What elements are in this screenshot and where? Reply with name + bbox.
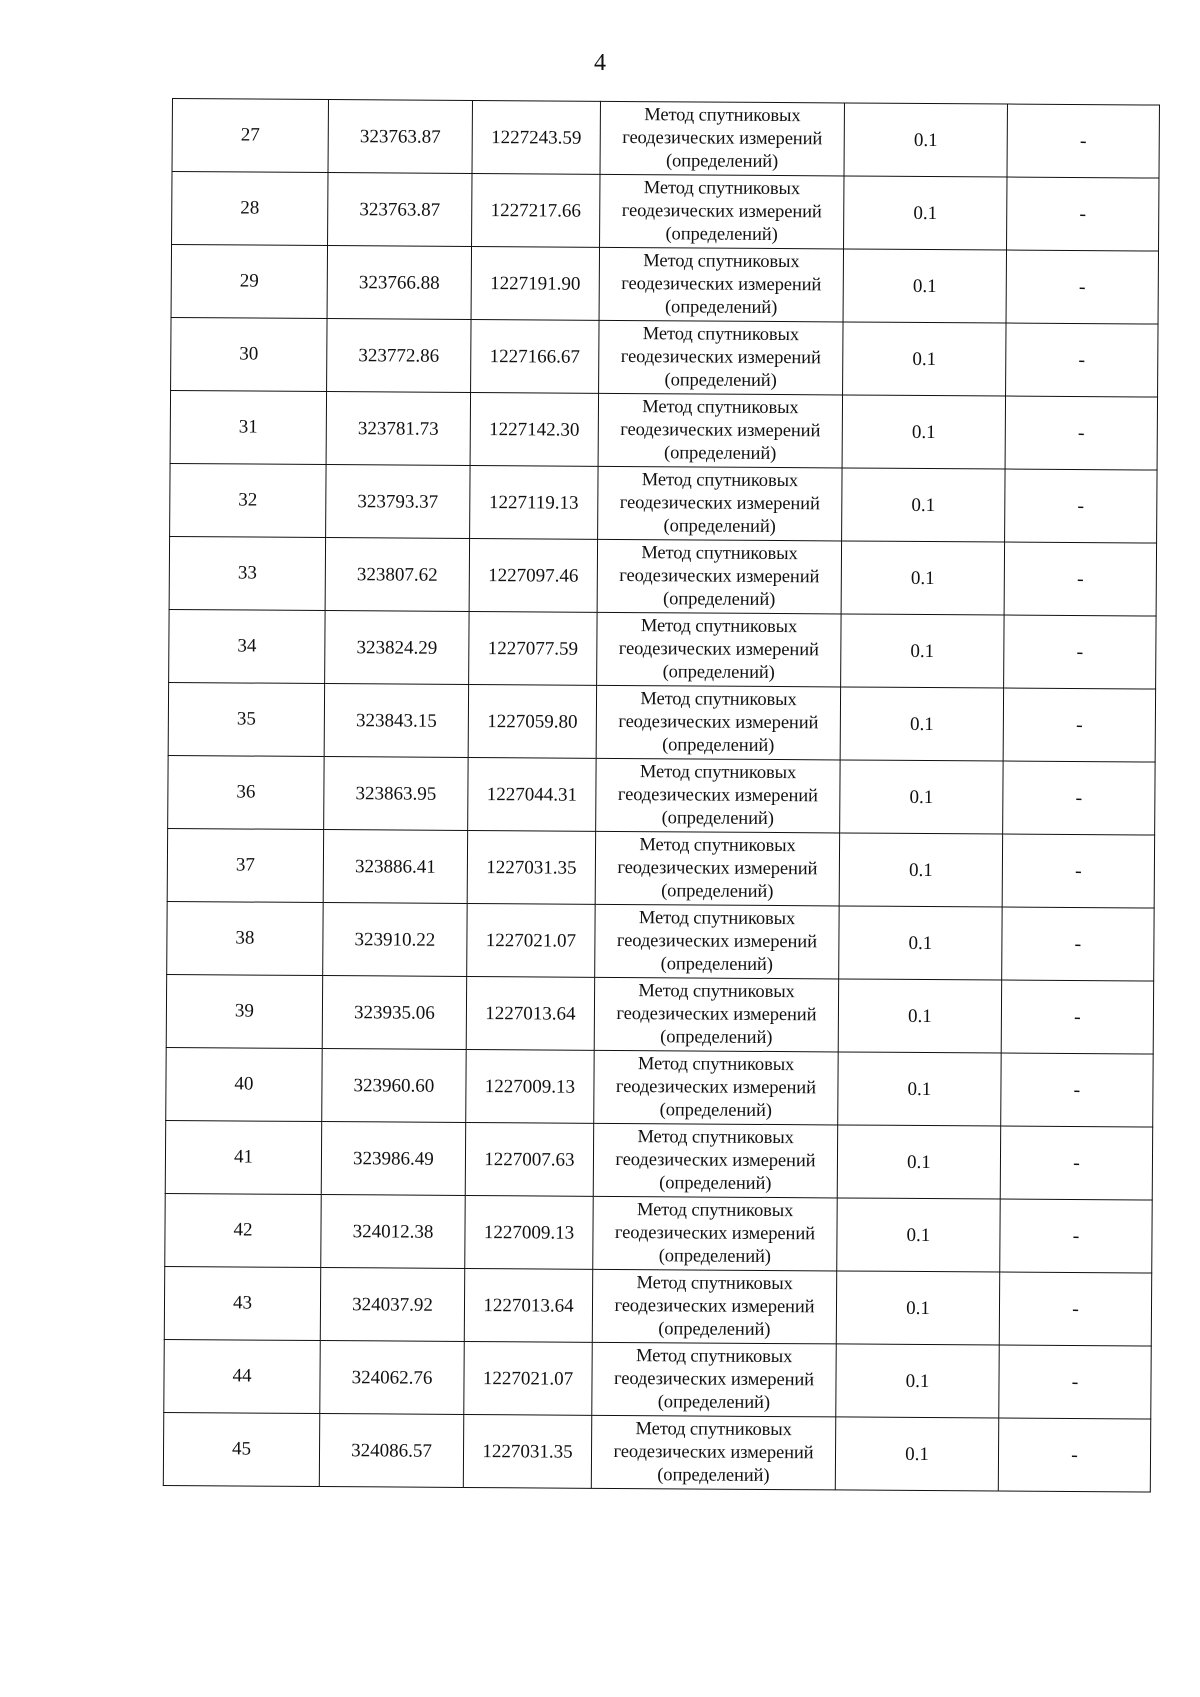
method-line: геодезических измерений [620,419,821,441]
method-line: (определений) [665,223,778,245]
coordinates-table [163,98,1160,1493]
method-line: (определений) [660,1026,773,1048]
note-cell: - [1005,469,1157,543]
y-coordinate-cell: 1227044.31 [468,757,596,831]
table-row [166,974,1153,1054]
y-coordinate-cell: 1227009.13 [466,1049,594,1123]
x-coordinate-cell: 323960.60 [322,1049,466,1123]
y-coordinate-cell: 1227007.63 [465,1122,593,1196]
method-line: (определений) [662,734,775,756]
method-line: (определений) [661,880,774,902]
note-cell: - [1003,688,1155,762]
accuracy-cell: 0.1 [836,1344,999,1418]
point-number-cell: 43 [164,1266,320,1340]
table-row [167,828,1154,908]
method-line: (определений) [657,1391,771,1413]
note-cell: - [1007,104,1159,178]
table-row [169,536,1156,616]
table-row [165,1120,1152,1200]
note-cell: - [1004,542,1156,616]
note-cell: - [999,1345,1151,1419]
accuracy-cell: 0.1 [841,614,1004,688]
point-number-cell: 39 [166,974,322,1048]
accuracy-cell: 0.1 [842,468,1005,542]
table-row [165,1193,1152,1273]
point-number-cell: 40 [166,1047,322,1121]
method-line: (определений) [659,1099,772,1121]
method-line: Метод спутниковых [642,323,800,345]
method-line: (определений) [658,1318,771,1340]
x-coordinate-cell: 323763.87 [328,100,472,174]
table-row [163,1412,1150,1492]
method-line: Метод спутниковых [638,907,796,929]
y-coordinate-cell: 1227217.66 [472,173,600,247]
method-line: Метод спутниковых [641,542,798,564]
table-row [164,1266,1151,1346]
accuracy-cell: 0.1 [840,687,1003,761]
x-coordinate-cell: 323886.41 [323,830,467,904]
method-line: геодезических измерений [619,565,820,587]
method-line: Метод спутниковых [639,761,797,783]
method-line: геодезических измерений [622,127,823,149]
method-line: геодезических измерений [617,784,818,806]
x-coordinate-cell: 323843.15 [324,684,468,758]
method-line: Метод спутниковых [638,980,795,1002]
accuracy-cell: 0.1 [838,979,1001,1053]
method-line: геодезических измерений [614,1295,815,1317]
y-coordinate-cell: 1227021.07 [464,1341,592,1415]
method-line: геодезических измерений [616,1003,817,1025]
method-cell [594,1050,838,1125]
method-line: (определений) [661,807,774,829]
point-number-cell: 34 [169,609,325,683]
accuracy-cell: 0.1 [843,322,1006,396]
method-line: (определений) [658,1245,771,1267]
method-cell [597,539,841,614]
method-line: (определений) [659,1172,772,1194]
x-coordinate-cell: 323910.22 [323,903,467,977]
x-coordinate-cell: 323766.88 [327,246,471,320]
point-number-cell: 33 [169,536,325,610]
method-cell [596,685,840,760]
x-coordinate-cell: 323781.73 [326,392,470,466]
point-number-cell: 30 [171,317,327,391]
note-cell: - [1001,1053,1153,1127]
method-cell [599,247,843,322]
table-row [164,1339,1151,1419]
method-cell [595,831,839,906]
coordinates-table-body [163,99,1159,1493]
x-coordinate-cell: 323986.49 [321,1122,465,1196]
method-cell [593,1196,837,1271]
method-line: (определений) [665,150,779,172]
method-cell [593,1123,837,1198]
method-line: геодезических измерений [621,273,822,295]
point-number-cell: 27 [172,99,328,173]
accuracy-cell: 0.1 [836,1271,999,1345]
x-coordinate-cell: 323807.62 [325,538,469,612]
method-line: геодезических измерений [613,1368,815,1390]
method-line: Метод спутниковых [635,1418,792,1440]
method-line: Метод спутниковых [637,1053,795,1075]
point-number-cell: 29 [171,245,327,319]
point-number-cell: 36 [168,755,324,829]
y-coordinate-cell: 1227013.64 [464,1268,592,1342]
accuracy-cell: 0.1 [837,1125,1000,1199]
method-line: (определений) [657,1464,770,1486]
method-line: Метод спутниковых [641,469,799,491]
accuracy-cell: 0.1 [837,1198,1000,1272]
accuracy-cell: 0.1 [843,249,1006,323]
method-cell [591,1415,835,1490]
method-line: Метод спутниковых [636,1272,793,1294]
y-coordinate-cell: 1227021.07 [467,903,595,977]
method-line: (определений) [663,588,776,610]
x-coordinate-cell: 323772.86 [327,319,471,393]
x-coordinate-cell: 323793.37 [326,465,470,539]
table-row [170,463,1157,543]
y-coordinate-cell: 1227119.13 [470,465,598,539]
method-line: Метод спутниковых [644,104,801,126]
method-line: Метод спутниковых [640,615,798,637]
accuracy-cell: 0.1 [839,833,1002,907]
method-cell [598,393,842,468]
x-coordinate-cell: 323824.29 [325,611,469,685]
y-coordinate-cell: 1227142.30 [470,392,598,466]
y-coordinate-cell: 1227191.90 [471,246,599,320]
method-line: Метод спутниковых [637,1126,794,1148]
x-coordinate-cell: 324062.76 [320,1341,464,1415]
method-line: Метод спутниковых [643,250,800,272]
note-cell: - [998,1418,1150,1492]
method-line: Метод спутниковых [635,1345,793,1367]
method-cell [596,758,840,833]
point-number-cell: 41 [165,1120,321,1194]
y-coordinate-cell: 1227013.64 [466,976,594,1050]
y-coordinate-cell: 1227009.13 [465,1195,593,1269]
table-row [170,390,1157,470]
method-line: геодезических измерений [614,1222,816,1244]
y-coordinate-cell: 1227031.35 [463,1414,591,1488]
method-line: геодезических измерений [620,346,821,368]
page-number: 4 [594,50,606,76]
method-line: Метод спутниковых [643,177,801,199]
method-line: Метод спутниковых [639,834,796,856]
table-row [172,99,1159,179]
method-cell [592,1342,836,1417]
method-line: геодезических измерений [615,1149,816,1171]
note-cell: - [1000,1126,1152,1200]
method-line: (определений) [663,515,776,537]
y-coordinate-cell: 1227097.46 [469,538,597,612]
table-row [167,901,1154,981]
x-coordinate-cell: 323935.06 [322,976,466,1050]
x-coordinate-cell: 324037.92 [320,1268,464,1342]
table-row [171,245,1158,325]
y-coordinate-cell: 1227243.59 [472,100,600,174]
y-coordinate-cell: 1227166.67 [471,319,599,393]
method-cell [600,101,844,176]
y-coordinate-cell: 1227077.59 [469,611,597,685]
y-coordinate-cell: 1227031.35 [467,830,595,904]
note-cell: - [1002,834,1154,908]
table-row [168,682,1155,762]
method-line: Метод спутниковых [640,688,797,710]
method-line: геодезических измерений [616,930,817,952]
method-line: геодезических измерений [619,492,820,514]
accuracy-cell: 0.1 [840,760,1003,834]
table-row [168,755,1155,835]
point-number-cell: 28 [172,172,328,246]
note-cell: - [1002,907,1154,981]
method-line: геодезических измерений [613,1441,814,1463]
point-number-cell: 44 [164,1339,320,1413]
x-coordinate-cell: 323863.95 [324,757,468,831]
accuracy-cell: 0.1 [844,176,1007,250]
note-cell: - [999,1272,1151,1346]
method-cell [592,1269,836,1344]
point-number-cell: 32 [170,463,326,537]
table-row [171,317,1158,397]
accuracy-cell: 0.1 [842,395,1005,469]
method-cell [599,320,843,395]
note-cell: - [1003,761,1155,835]
method-cell [597,612,841,687]
method-line: (определений) [664,369,777,391]
method-line: Метод спутниковых [636,1199,794,1221]
x-coordinate-cell: 324086.57 [319,1414,463,1488]
accuracy-cell: 0.1 [844,103,1007,177]
method-line: Метод спутниковых [642,396,799,418]
method-line: геодезических измерений [617,857,818,879]
point-number-cell: 42 [165,1193,321,1267]
method-cell [600,174,844,249]
x-coordinate-cell: 324012.38 [321,1195,465,1269]
accuracy-cell: 0.1 [841,541,1004,615]
point-number-cell: 37 [167,828,323,902]
note-cell: - [1001,980,1153,1054]
method-line: (определений) [660,953,773,975]
method-line: (определений) [664,296,778,318]
method-cell [595,904,839,979]
point-number-cell: 38 [167,901,323,975]
accuracy-cell: 0.1 [839,906,1002,980]
table-row [172,172,1159,252]
note-cell: - [1000,1199,1152,1273]
note-cell: - [1004,615,1156,689]
method-cell [594,977,838,1052]
point-number-cell: 45 [163,1412,319,1486]
note-cell: - [1006,323,1158,397]
note-cell: - [1005,396,1157,470]
point-number-cell: 31 [170,390,326,464]
accuracy-cell: 0.1 [835,1417,998,1491]
point-number-cell: 35 [168,682,324,756]
method-line: геодезических измерений [615,1076,817,1098]
table-row [166,1047,1153,1127]
method-line: геодезических измерений [618,638,819,660]
method-line: (определений) [662,661,775,683]
accuracy-cell: 0.1 [838,1052,1001,1126]
method-line: геодезических измерений [621,200,822,222]
method-line: (определений) [663,442,777,464]
y-coordinate-cell: 1227059.80 [468,684,596,758]
table-row [169,609,1156,689]
note-cell: - [1006,250,1158,324]
note-cell: - [1007,177,1159,251]
x-coordinate-cell: 323763.87 [328,173,472,247]
method-cell [598,466,842,541]
method-line: геодезических измерений [618,711,819,733]
